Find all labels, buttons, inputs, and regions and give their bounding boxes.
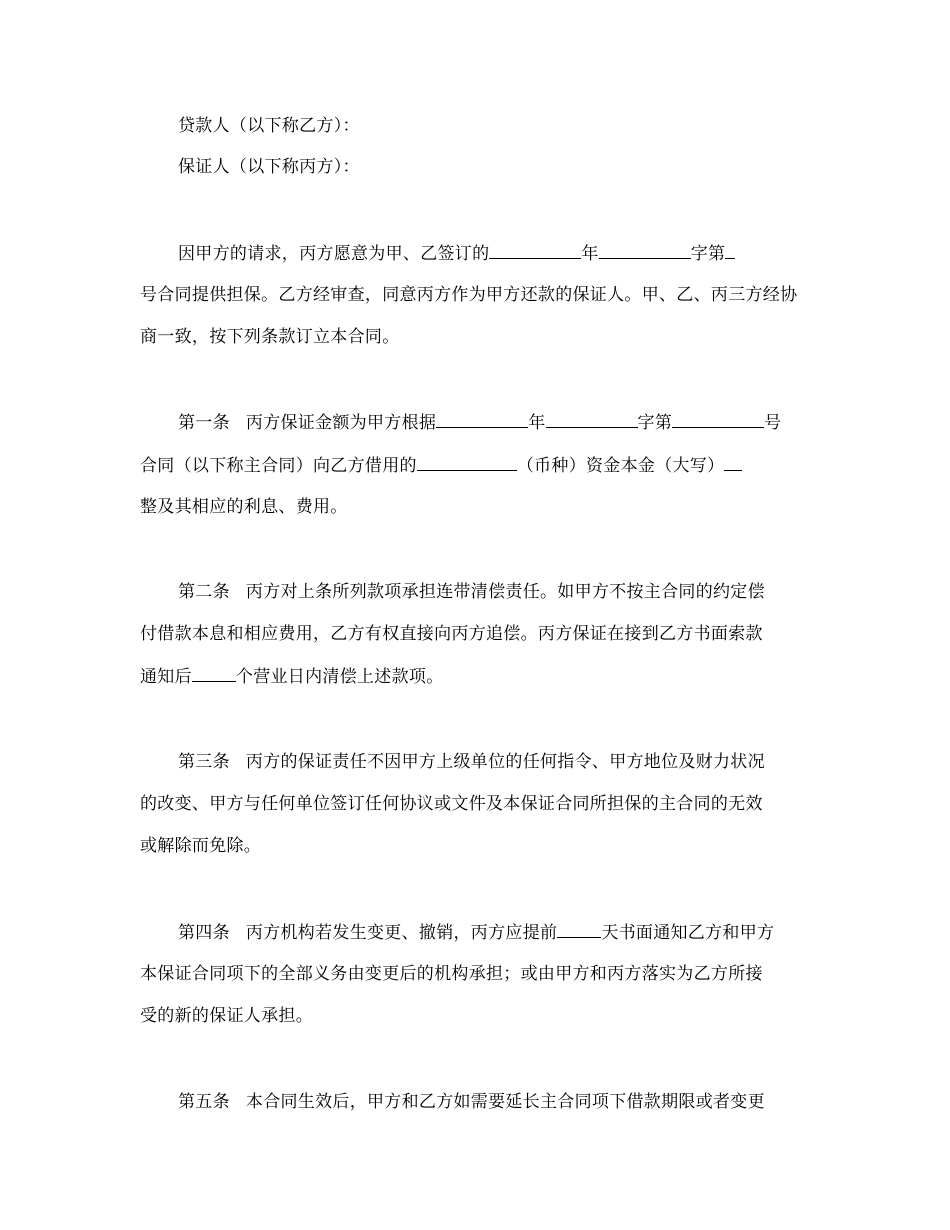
article-text: 丙方的保证责任不因甲方上级单位的任何指令、甲方地位及财力状况 bbox=[245, 752, 765, 772]
article3-line-2 bbox=[140, 792, 820, 816]
article1-line-2 bbox=[140, 453, 820, 477]
article-text: 个营业日内清偿上述款项。 bbox=[235, 667, 444, 687]
contract-number-blank bbox=[725, 241, 735, 259]
year-label: 年 bbox=[528, 413, 546, 433]
preamble-line-2 bbox=[140, 283, 820, 307]
article4-line-3 bbox=[140, 1004, 820, 1028]
amount-word-blank bbox=[546, 410, 638, 428]
article-text: 整及其相应的利息、费用。 bbox=[140, 497, 348, 517]
article3-line-3 bbox=[140, 834, 820, 858]
article-text: 本保证合同项下的全部义务由变更后的机构承担；或由甲方和丙方落实为乙方所接 bbox=[140, 964, 763, 984]
number-label: 号 bbox=[764, 413, 782, 433]
preamble-text: 因甲方的请求，丙方愿意为甲、乙签订的 bbox=[178, 244, 490, 264]
article1-line-1 bbox=[178, 410, 818, 434]
article3-title: 第三条 bbox=[178, 752, 230, 772]
article2-line-3 bbox=[140, 664, 820, 688]
article-text: 丙方对上条所列款项承担连带清偿责任。如甲方不按主合同的约定偿 bbox=[245, 582, 765, 602]
article4-line-2 bbox=[140, 962, 820, 986]
notice-days-blank bbox=[557, 920, 601, 938]
word-number-label: 字第 bbox=[637, 413, 673, 433]
article2-line-1 bbox=[178, 580, 818, 604]
year-label: 年 bbox=[581, 244, 599, 264]
currency-blank bbox=[417, 453, 517, 471]
article1-title: 第一条 bbox=[178, 413, 230, 433]
article4-title: 第四条 bbox=[178, 923, 230, 943]
preamble-line-1 bbox=[178, 241, 818, 265]
article1-line-3 bbox=[140, 495, 820, 519]
word-number-label: 字第 bbox=[690, 244, 726, 264]
article2-line-2 bbox=[140, 622, 820, 646]
guarantor-label: 保证人（以下称丙方）： bbox=[178, 157, 360, 177]
article-text: 天书面通知乙方和甲方 bbox=[601, 923, 775, 943]
lender-line bbox=[178, 114, 818, 138]
article-text: 的改变、甲方与任何单位签订任何协议或文件及本保证合同所担保的主合同的无效 bbox=[140, 794, 763, 814]
article-text: 通知后 bbox=[140, 667, 192, 687]
contract-word-blank bbox=[599, 241, 691, 259]
preamble-text: 商一致，按下列条款订立本合同。 bbox=[140, 327, 400, 347]
article-text: 丙方保证金额为甲方根据 bbox=[245, 413, 437, 433]
article-text: 受的新的保证人承担。 bbox=[140, 1006, 313, 1026]
article2-title: 第二条 bbox=[178, 582, 230, 602]
guarantor-line bbox=[178, 155, 818, 179]
article-text: 本合同生效后，甲方和乙方如需要延长主合同项下借款期限或者变更 bbox=[245, 1092, 765, 1112]
article4-line-1 bbox=[178, 920, 818, 944]
preamble-line-3 bbox=[140, 325, 820, 349]
amount-number-blank bbox=[672, 410, 764, 428]
article5-title: 第五条 bbox=[178, 1092, 230, 1112]
amount-year-blank bbox=[436, 410, 528, 428]
contract-year-blank bbox=[489, 241, 581, 259]
lender-label: 贷款人（以下称乙方）： bbox=[178, 116, 360, 136]
article-text: 或解除而免除。 bbox=[140, 836, 262, 856]
article-text: 付借款本息和相应费用，乙方有权直接向丙方追偿。丙方保证在接到乙方书面索款 bbox=[140, 624, 763, 644]
article5-line-1 bbox=[178, 1090, 818, 1114]
preamble-text: 号合同提供担保。乙方经审查，同意丙方作为甲方还款的保证人。甲、乙、丙三方经协 bbox=[140, 285, 798, 305]
article-text: 合同（以下称主合同）向乙方借用的 bbox=[140, 456, 417, 476]
article-text: （币种）资金本金（大写） bbox=[516, 456, 725, 476]
article-text: 丙方机构若发生变更、撤销，丙方应提前 bbox=[245, 923, 558, 943]
principal-amount-blank bbox=[724, 453, 742, 471]
business-days-blank bbox=[192, 664, 236, 682]
article3-line-1 bbox=[178, 750, 818, 774]
